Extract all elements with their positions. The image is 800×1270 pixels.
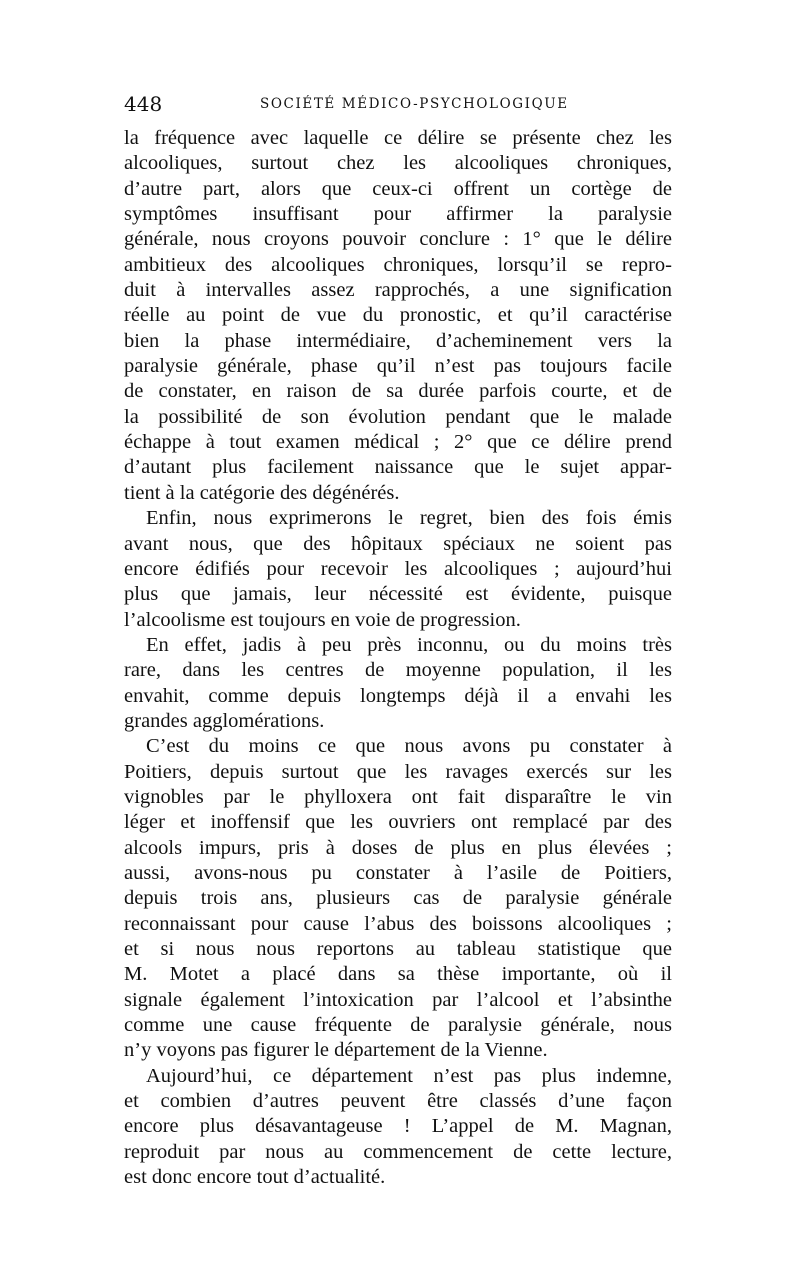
text-line: la fréquence avec laquelle ce délire se présente chez les (124, 127, 672, 149)
text-line: la possibilité de son évolution pendant que le malade (124, 405, 672, 428)
text-line: rare, dans les centres de moyenne population, il les (124, 659, 672, 682)
text-line: reproduit par nous au commencement de cette lecture, (124, 1140, 672, 1163)
text-line: symptômes insuffisant pour affirmer la paralysie (124, 203, 672, 226)
running-head: SOCIÉTÉ MÉDICO-PSYCHOLOGIQUE (260, 96, 569, 112)
text-line: est donc encore tout d’actualité. (124, 1166, 386, 1189)
text-line: aussi, avons-nous pu constater à l’asile de Poitiers, (124, 861, 672, 884)
text-line: n’y voyons pas figurer le département de la Vienne. (124, 1039, 548, 1062)
text-line: grandes agglomérations. (124, 709, 325, 732)
text-line: avant nous, que des hôpitaux spéciaux ne soient pas (124, 532, 672, 555)
text-line: vignobles par le phylloxera ont fait disparaître le vin (124, 785, 672, 808)
text-line: plus que jamais, leur nécessité est évidente, puisque (124, 583, 672, 606)
paragraph-start-line: Aujourd’hui, ce département n’est pas plus indemne, (146, 1064, 672, 1087)
page-header (124, 92, 672, 122)
text-line: générale, nous croyons pouvoir conclure : 1° que le délire (124, 228, 672, 251)
text-line: encore plus désavantageuse ! L’appel de M. Magnan, (124, 1115, 672, 1138)
text-line: Poitiers, depuis surtout que les ravages exercés sur les (124, 760, 672, 783)
paragraph-start-line: C’est du moins ce que nous avons pu constater à (146, 735, 672, 758)
text-line: reconnaissant pour cause l’abus des boissons alcooliques ; (124, 912, 672, 935)
text-line: encore édifiés pour recevoir les alcooliques ; aujourd’hui (124, 557, 672, 580)
paragraph-start-line: En effet, jadis à peu près inconnu, ou du moins très (146, 633, 672, 656)
text-line: comme une cause fréquente de paralysie générale, nous (124, 1014, 672, 1037)
text-line: depuis trois ans, plusieurs cas de paralysie générale (124, 887, 672, 910)
text-line: réelle au point de vue du pronostic, et qu’il caractérise (124, 304, 672, 327)
text-line: paralysie générale, phase qu’il n’est pas toujours facile (124, 355, 672, 378)
text-line: échappe à tout examen médical ; 2° que ce délire prend (124, 431, 672, 454)
text-line: signale également l’intoxication par l’alcool et l’absinthe (124, 988, 672, 1011)
text-line: duit à intervalles assez rapprochés, a une signification (124, 279, 672, 302)
page-number: 448 (124, 92, 163, 116)
text-line: alcooliques, surtout chez les alcooliques chroniques, (124, 152, 672, 175)
text-line: léger et inoffensif que les ouvriers ont remplacé par des (124, 811, 672, 834)
text-line: de constater, en raison de sa durée parfois courte, et de (124, 380, 672, 403)
text-line: bien la phase intermédiaire, d’acheminement vers la (124, 329, 672, 352)
text-line: M. Motet a placé dans sa thèse importante, où il (124, 963, 672, 986)
text-line: d’autre part, alors que ceux-ci offrent un cortège de (124, 177, 672, 200)
paragraph-start-line: Enfin, nous exprimerons le regret, bien des fois émis (146, 507, 672, 530)
text-line: alcools impurs, pris à doses de plus en plus élevées ; (124, 836, 672, 859)
text-line: envahit, comme depuis longtemps déjà il a envahi les (124, 684, 672, 707)
body-text (124, 126, 672, 1190)
text-line: tient à la catégorie des dégénérés. (124, 481, 400, 504)
text-line: ambitieux des alcooliques chroniques, lorsqu’il se repro- (124, 253, 672, 276)
text-line: et combien d’autres peuvent être classés d’une façon (124, 1090, 672, 1113)
text-line: d’autant plus facilement naissance que le sujet appar- (124, 456, 672, 479)
text-line: et si nous nous reportons au tableau statistique que (124, 938, 672, 960)
text-line: l’alcoolisme est toujours en voie de progression. (124, 608, 521, 631)
